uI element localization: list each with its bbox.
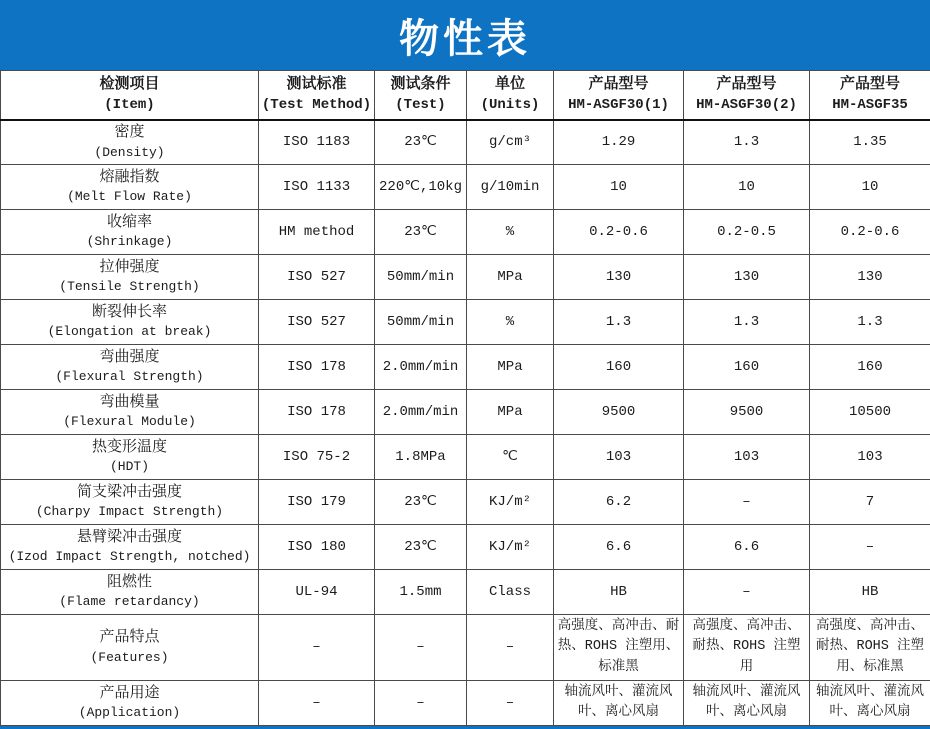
cell-value: 23℃ bbox=[404, 493, 437, 510]
v3-cell bbox=[810, 390, 930, 435]
table-row bbox=[1, 480, 930, 525]
item-name-en: (Flexural Strength) bbox=[55, 369, 204, 385]
cell-value: 220℃,10kg bbox=[379, 178, 462, 195]
v1-cell bbox=[554, 525, 684, 570]
cell-value: ISO 527 bbox=[287, 268, 346, 285]
v1-cell bbox=[554, 480, 684, 525]
cell-value: % bbox=[505, 223, 515, 240]
cell-value: g/10min bbox=[480, 178, 540, 195]
unit-cell bbox=[467, 681, 554, 726]
cell-value: ISO 178 bbox=[287, 358, 346, 375]
header-row bbox=[1, 71, 930, 120]
v2-cell bbox=[684, 165, 810, 210]
condition-cell bbox=[375, 390, 467, 435]
v2-cell bbox=[684, 255, 810, 300]
condition-cell bbox=[375, 681, 467, 726]
cell-value: 轴流风叶、灌流风叶、离心风扇 bbox=[692, 684, 801, 720]
item-cell bbox=[1, 390, 259, 435]
cell-value: 高强度、高冲击、耐热、ROHS 注塑用 bbox=[692, 619, 801, 675]
column-header-zh: 测试标准 bbox=[286, 75, 347, 93]
v2-cell bbox=[684, 435, 810, 480]
item-name-zh: 断裂伸长率 bbox=[91, 303, 167, 321]
cell-value: 9500 bbox=[729, 403, 764, 420]
method-cell bbox=[259, 525, 375, 570]
item-cell bbox=[1, 435, 259, 480]
item-name-zh: 拉伸强度 bbox=[99, 258, 160, 276]
item-name-zh: 收缩率 bbox=[106, 213, 152, 231]
cell-value: MPa bbox=[497, 358, 523, 375]
v1-cell bbox=[554, 615, 684, 681]
cell-value: 10 bbox=[738, 178, 755, 195]
cell-value: 6.2 bbox=[605, 493, 632, 510]
item-name-en: (Flame retardancy) bbox=[59, 594, 200, 610]
cell-value: ISO 178 bbox=[287, 403, 346, 420]
column-header-1 bbox=[259, 71, 375, 120]
v3-cell bbox=[810, 210, 930, 255]
cell-value: 160 bbox=[857, 358, 883, 375]
item-name-en: (Melt Flow Rate) bbox=[67, 189, 192, 205]
table-row bbox=[1, 165, 930, 210]
v1-cell bbox=[554, 255, 684, 300]
cell-value: – bbox=[312, 694, 321, 711]
method-cell bbox=[259, 165, 375, 210]
v3-cell bbox=[810, 570, 930, 615]
cell-value: 轴流风叶、灌流风叶、离心风扇 bbox=[816, 684, 924, 720]
properties-table bbox=[0, 70, 930, 726]
cell-value: ISO 75-2 bbox=[282, 448, 351, 465]
table-row bbox=[1, 390, 930, 435]
cell-value: 7 bbox=[865, 493, 875, 510]
item-cell bbox=[1, 345, 259, 390]
condition-cell bbox=[375, 120, 467, 165]
unit-cell bbox=[467, 255, 554, 300]
item-cell bbox=[1, 525, 259, 570]
v1-cell bbox=[554, 681, 684, 726]
item-name-zh: 产品特点 bbox=[99, 629, 160, 647]
v2-cell bbox=[684, 345, 810, 390]
v2-cell bbox=[684, 525, 810, 570]
cell-value: Class bbox=[488, 583, 531, 600]
cell-value: 103 bbox=[857, 448, 883, 465]
cell-value: – bbox=[312, 639, 321, 656]
cell-value: MPa bbox=[497, 268, 523, 285]
cell-value: 1.5mm bbox=[399, 583, 442, 600]
column-header-en: (Item) bbox=[104, 97, 155, 114]
item-cell bbox=[1, 255, 259, 300]
column-header-zh: 产品型号 bbox=[839, 75, 900, 93]
column-header-zh: 测试条件 bbox=[390, 75, 451, 93]
item-name-en: (Tensile Strength) bbox=[59, 279, 200, 295]
column-header-2 bbox=[375, 71, 467, 120]
v2-cell bbox=[684, 210, 810, 255]
cell-value: 50mm/min bbox=[386, 313, 455, 330]
v3-cell bbox=[810, 255, 930, 300]
item-name-en: (Flexural Module) bbox=[63, 414, 196, 430]
cell-value: 0.2-0.5 bbox=[717, 223, 776, 240]
cell-value: 10500 bbox=[848, 403, 891, 420]
cell-value: 1.8MPa bbox=[395, 448, 446, 465]
table-row bbox=[1, 435, 930, 480]
v1-cell bbox=[554, 435, 684, 480]
v3-cell bbox=[810, 345, 930, 390]
method-cell bbox=[259, 300, 375, 345]
cell-value: 1.3 bbox=[857, 313, 883, 330]
cell-value: 1.3 bbox=[733, 134, 760, 151]
cell-value: 160 bbox=[733, 358, 760, 375]
cell-value: – bbox=[865, 538, 875, 555]
column-header-en: HM-ASGF35 bbox=[832, 97, 908, 114]
item-name-en: (Features) bbox=[90, 649, 169, 665]
item-cell bbox=[1, 570, 259, 615]
method-cell bbox=[259, 615, 375, 681]
v2-cell bbox=[684, 480, 810, 525]
table-row bbox=[1, 615, 930, 681]
v3-cell bbox=[810, 681, 930, 726]
item-cell bbox=[1, 120, 259, 165]
item-cell bbox=[1, 300, 259, 345]
table-row bbox=[1, 300, 930, 345]
column-header-6 bbox=[810, 71, 930, 120]
item-name-en: (Density) bbox=[94, 144, 165, 160]
unit-cell bbox=[467, 120, 554, 165]
item-name-zh: 热变形温度 bbox=[91, 438, 167, 456]
cell-value: 160 bbox=[605, 358, 632, 375]
method-cell bbox=[259, 681, 375, 726]
cell-value: 1.3 bbox=[605, 313, 632, 330]
unit-cell bbox=[467, 525, 554, 570]
unit-cell bbox=[467, 300, 554, 345]
cell-value: KJ/m² bbox=[488, 538, 531, 555]
cell-value: ISO 1183 bbox=[282, 134, 351, 151]
method-cell bbox=[259, 120, 375, 165]
cell-value: 10 bbox=[610, 178, 627, 195]
cell-value: % bbox=[505, 313, 515, 330]
item-name-en: (Izod Impact Strength, notched) bbox=[8, 549, 251, 565]
table-row bbox=[1, 120, 930, 165]
cell-value: 23℃ bbox=[404, 538, 437, 555]
column-header-en: (Test Method) bbox=[261, 97, 372, 114]
cell-value: – bbox=[505, 694, 515, 711]
cell-value: UL-94 bbox=[295, 583, 338, 600]
v1-cell bbox=[554, 120, 684, 165]
column-header-en: HM-ASGF30(1) bbox=[568, 97, 669, 114]
cell-value: MPa bbox=[497, 403, 523, 420]
cell-value: 9500 bbox=[601, 403, 636, 420]
condition-cell bbox=[375, 570, 467, 615]
v3-cell bbox=[810, 300, 930, 345]
method-cell bbox=[259, 390, 375, 435]
cell-value: – bbox=[505, 639, 515, 656]
v1-cell bbox=[554, 345, 684, 390]
cell-value: 1.3 bbox=[733, 313, 760, 330]
cell-value: 103 bbox=[733, 448, 760, 465]
v3-cell bbox=[810, 615, 930, 681]
item-cell bbox=[1, 681, 259, 726]
v1-cell bbox=[554, 570, 684, 615]
cell-value: – bbox=[416, 639, 425, 656]
cell-value: ISO 180 bbox=[287, 538, 346, 555]
table-row bbox=[1, 255, 930, 300]
table-row bbox=[1, 345, 930, 390]
table-row bbox=[1, 681, 930, 726]
method-cell bbox=[259, 345, 375, 390]
method-cell bbox=[259, 255, 375, 300]
cell-value: ISO 527 bbox=[287, 313, 346, 330]
item-name-zh: 阻燃性 bbox=[106, 573, 152, 591]
unit-cell bbox=[467, 435, 554, 480]
unit-cell bbox=[467, 390, 554, 435]
condition-cell bbox=[375, 300, 467, 345]
v3-cell bbox=[810, 120, 930, 165]
item-name-zh: 简支梁冲击强度 bbox=[76, 483, 182, 501]
item-name-zh: 熔融指数 bbox=[99, 168, 160, 186]
cell-value: – bbox=[416, 694, 425, 711]
item-cell bbox=[1, 210, 259, 255]
unit-cell bbox=[467, 615, 554, 681]
method-cell bbox=[259, 435, 375, 480]
cell-value: 1.35 bbox=[853, 134, 887, 151]
v3-cell bbox=[810, 480, 930, 525]
cell-value: ISO 1133 bbox=[282, 178, 351, 195]
cell-value: KJ/m² bbox=[488, 493, 531, 510]
column-header-zh: 单位 bbox=[494, 75, 525, 93]
cell-value: g/cm³ bbox=[488, 134, 531, 151]
cell-value: 0.2-0.6 bbox=[589, 223, 648, 240]
unit-cell bbox=[467, 165, 554, 210]
v3-cell bbox=[810, 435, 930, 480]
condition-cell bbox=[375, 435, 467, 480]
item-cell bbox=[1, 480, 259, 525]
cell-value: 2.0mm/min bbox=[382, 403, 459, 420]
v2-cell bbox=[684, 300, 810, 345]
cell-value: ℃ bbox=[502, 448, 518, 465]
column-header-3 bbox=[467, 71, 554, 120]
item-name-en: (Application) bbox=[78, 705, 181, 721]
cell-value: 6.6 bbox=[733, 538, 760, 555]
page-title: 物性表 bbox=[399, 16, 531, 61]
cell-value: 50mm/min bbox=[386, 268, 455, 285]
condition-cell bbox=[375, 525, 467, 570]
item-name-zh: 悬臂梁冲击强度 bbox=[76, 528, 182, 546]
cell-value: 高强度、高冲击、耐热、ROHS 注塑用、标准黑 bbox=[815, 619, 924, 675]
item-name-en: (Elongation at break) bbox=[47, 324, 212, 340]
cell-value: 6.6 bbox=[605, 538, 632, 555]
condition-cell bbox=[375, 165, 467, 210]
item-name-en: (Shrinkage) bbox=[86, 234, 173, 250]
condition-cell bbox=[375, 345, 467, 390]
cell-value: 2.0mm/min bbox=[382, 358, 459, 375]
v1-cell bbox=[554, 210, 684, 255]
cell-value: – bbox=[742, 583, 751, 600]
method-cell bbox=[259, 210, 375, 255]
title-bar bbox=[0, 0, 930, 70]
column-header-zh: 产品型号 bbox=[716, 75, 777, 93]
cell-value: 103 bbox=[605, 448, 632, 465]
column-header-en: (Units) bbox=[480, 97, 540, 114]
v2-cell bbox=[684, 615, 810, 681]
cell-value: HB bbox=[610, 583, 627, 600]
cell-value: 10 bbox=[861, 178, 879, 195]
v1-cell bbox=[554, 165, 684, 210]
v1-cell bbox=[554, 300, 684, 345]
unit-cell bbox=[467, 210, 554, 255]
cell-value: HM method bbox=[278, 223, 355, 240]
method-cell bbox=[259, 570, 375, 615]
v2-cell bbox=[684, 681, 810, 726]
item-cell bbox=[1, 615, 259, 681]
unit-cell bbox=[467, 480, 554, 525]
unit-cell bbox=[467, 345, 554, 390]
cell-value: 0.2-0.6 bbox=[840, 223, 900, 240]
cell-value: 1.29 bbox=[601, 134, 636, 151]
item-name-en: (Charpy Impact Strength) bbox=[35, 504, 224, 520]
column-header-5 bbox=[684, 71, 810, 120]
cell-value: 23℃ bbox=[404, 223, 437, 240]
cell-value: 23℃ bbox=[404, 134, 437, 151]
method-cell bbox=[259, 480, 375, 525]
v2-cell bbox=[684, 570, 810, 615]
cell-value: 130 bbox=[733, 268, 760, 285]
table-row bbox=[1, 570, 930, 615]
unit-cell bbox=[467, 570, 554, 615]
v2-cell bbox=[684, 120, 810, 165]
cell-value: 轴流风叶、灌流风叶、离心风扇 bbox=[564, 684, 673, 720]
column-header-en: HM-ASGF30(2) bbox=[696, 97, 797, 114]
cell-value: ISO 179 bbox=[287, 493, 346, 510]
cell-value: 130 bbox=[605, 268, 632, 285]
item-name-zh: 弯曲模量 bbox=[99, 393, 160, 411]
cell-value: 130 bbox=[857, 268, 883, 285]
v3-cell bbox=[810, 525, 930, 570]
condition-cell bbox=[375, 615, 467, 681]
column-header-4 bbox=[554, 71, 684, 120]
v1-cell bbox=[554, 390, 684, 435]
v2-cell bbox=[684, 390, 810, 435]
condition-cell bbox=[375, 210, 467, 255]
cell-value: HB bbox=[861, 583, 879, 600]
item-name-en: (HDT) bbox=[109, 459, 149, 475]
column-header-0 bbox=[1, 71, 259, 120]
item-name-zh: 密度 bbox=[114, 123, 145, 141]
column-header-en: (Test) bbox=[395, 97, 446, 114]
column-header-zh: 产品型号 bbox=[588, 75, 649, 93]
table-row bbox=[1, 525, 930, 570]
item-name-zh: 产品用途 bbox=[99, 684, 160, 702]
condition-cell bbox=[375, 480, 467, 525]
cell-value: – bbox=[742, 493, 751, 510]
condition-cell bbox=[375, 255, 467, 300]
item-cell bbox=[1, 165, 259, 210]
v3-cell bbox=[810, 165, 930, 210]
cell-value: 高强度、高冲击、耐热、ROHS 注塑用、标准黑 bbox=[557, 619, 680, 675]
column-header-zh: 检测项目 bbox=[99, 75, 160, 93]
table-row bbox=[1, 210, 930, 255]
item-name-zh: 弯曲强度 bbox=[99, 348, 160, 366]
